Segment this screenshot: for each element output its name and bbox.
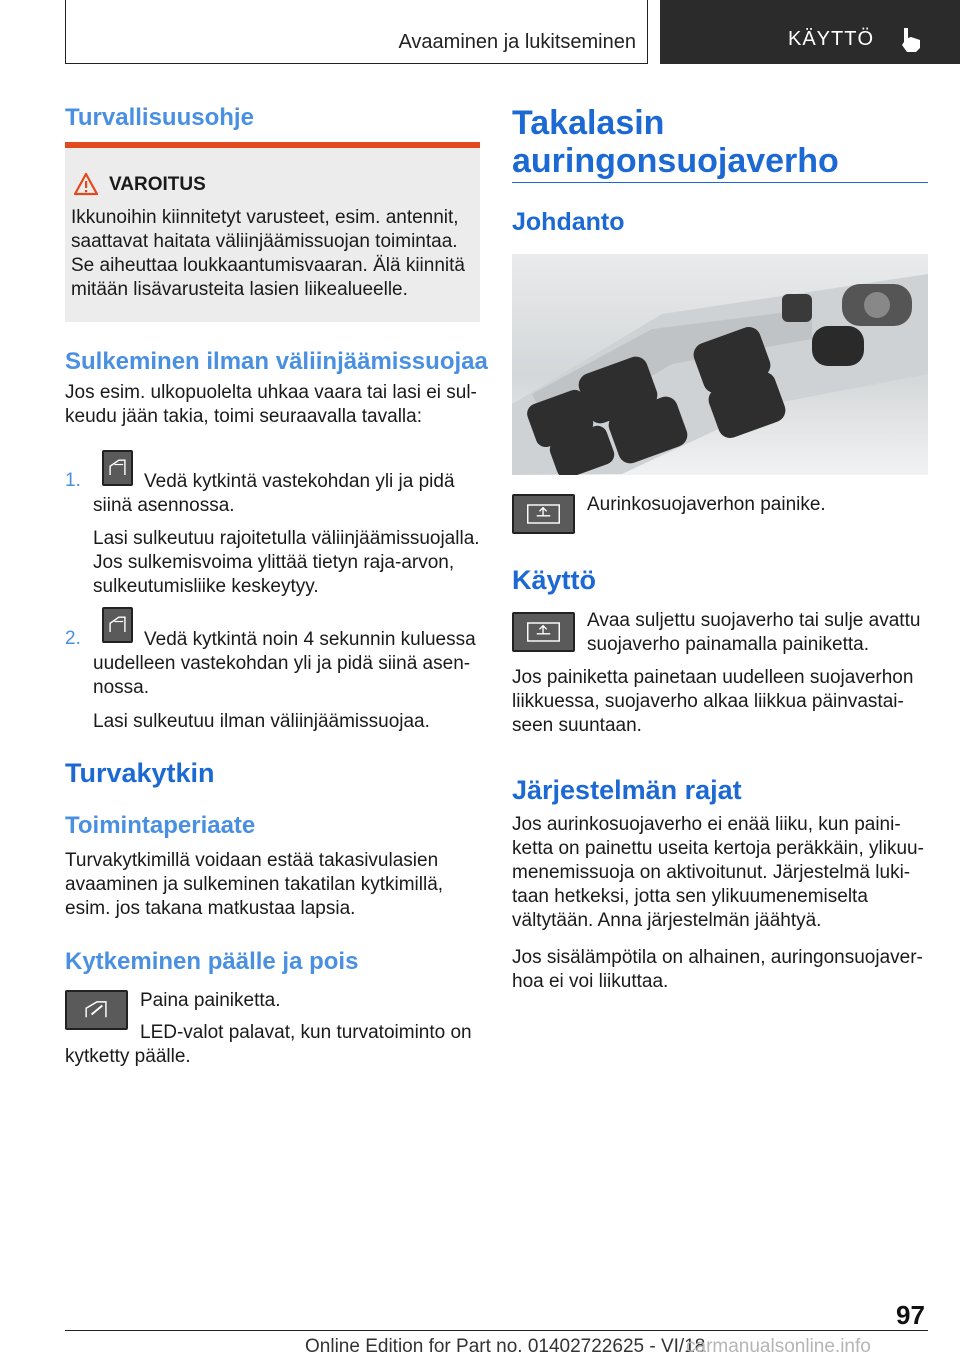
step-1-result: [93, 527, 480, 599]
limits-line: Jos sisälämpötila on alhainen, auringonsuojaver-: [512, 947, 923, 968]
closing-intro-line: keudu jään takia, toimi seuraavalla tavalla:: [65, 406, 422, 427]
principle-heading: Toimintaperiaate: [65, 812, 256, 839]
principle-text: [65, 849, 443, 921]
closing-intro: [65, 381, 480, 429]
header-title: Avaaminen ja lukitseminen: [398, 31, 636, 53]
child-lock-switch-icon: [65, 990, 128, 1030]
onoff-heading: Kytkeminen päälle ja pois: [65, 948, 359, 975]
limits-line: Jos aurinkosuojaverho ei enää liiku, kun paini-: [512, 814, 901, 835]
principle-line: avaaminen ja sulkeminen takatilan kytkimillä,: [65, 874, 444, 895]
title-divider: [512, 182, 928, 183]
warning-line: Se aiheuttaa loukkaantumisvaaran. Älä kiinnitä: [71, 255, 465, 276]
step-1-line2: siinä asennossa.: [93, 495, 235, 516]
use-text-line: Jos painiketta painetaan uudelleen suojaverhon: [512, 667, 914, 688]
warning-text: [71, 206, 471, 302]
onoff-line1: Paina painiketta.: [140, 990, 281, 1011]
use-line2: suojaverho painamalla painiketta.: [587, 634, 870, 655]
warning-line: mitään lisävarusteita lasien liikealueelle.: [71, 279, 408, 300]
principle-line: esim. jos takana matkustaa lapsia.: [65, 898, 356, 919]
use-text-line: seen suuntaan.: [512, 715, 642, 736]
safety-heading: Turvallisuusohje: [65, 104, 254, 131]
closing-intro-line: Jos esim. ulkopuolelta uhkaa vaara tai lasi ei sul-: [65, 382, 477, 403]
step-2-line3: nossa.: [93, 677, 149, 698]
warning-triangle-icon: [73, 172, 99, 196]
intro-heading: Johdanto: [512, 208, 625, 236]
header-title-box: [65, 0, 648, 64]
pointing-hand-icon: [898, 26, 924, 54]
button-caption: Aurinkosuojaverhon painike.: [587, 494, 826, 515]
use-text-line: liikkuessa, suojaverho alkaa liikkua päinvastai-: [512, 691, 904, 712]
step-1-number: 1.: [65, 470, 81, 491]
limits-line: vältytään. Anna järjestelmän jäähtyä.: [512, 910, 822, 931]
step-2-line2: uudelleen vastekohdan yli ja pidä siinä asen-: [93, 653, 471, 674]
sunblind-title: [512, 104, 839, 180]
window-switch-icon: [102, 607, 133, 643]
limits-line: ketta on painettu useita kertoja peräkkäin, ylikuu-: [512, 838, 924, 859]
step-1-result-line: Jos sulkemisvoima ylittää tietyn raja-arvon,: [93, 552, 455, 573]
footer-watermark: carmanualsonline.info: [686, 1336, 871, 1357]
safety-switch-heading: Turvakytkin: [65, 758, 215, 788]
use-heading: Käyttö: [512, 565, 597, 595]
limits-text: [512, 813, 924, 933]
use-line1: Avaa suljettu suojaverho tai sulje avattu: [587, 610, 921, 631]
header-section-tab: [660, 0, 960, 64]
footer-edition: Online Edition for Part no. 01402722625 - VI/18: [305, 1336, 706, 1357]
step-2-result: Lasi sulkeutuu ilman väliinjäämissuojaa.: [93, 711, 430, 732]
footer-divider: [65, 1330, 928, 1331]
step-1-result-line: sulkeutumisliike keskeytyy.: [93, 576, 319, 597]
page-number: 97: [896, 1300, 925, 1330]
sunblind-button-icon: [512, 612, 575, 652]
onoff-line2: LED-valot palavat, kun turvatoiminto on: [140, 1022, 472, 1043]
window-switch-icon: [102, 450, 133, 486]
use-text: [512, 666, 913, 738]
principle-line: Turvakytkimillä voidaan estää takasivulasien: [65, 850, 439, 871]
limits-line: taan hetkeksi, jotta sen ylikuumenemiselta: [512, 886, 868, 907]
warning-line: saattavat haitata väliinjäämissuojan toimintaa.: [71, 231, 458, 252]
sunblind-title-line: auringonsuojaverho: [512, 142, 839, 180]
limits-text-2: [512, 946, 923, 994]
step-2-line1: Vedä kytkintä noin 4 sekunnin kuluessa: [144, 629, 476, 650]
step-1-result-line: Lasi sulkeutuu rajoitetulla väliinjäämissuojalla.: [93, 528, 480, 549]
onoff-line3: kytketty päälle.: [65, 1046, 191, 1067]
step-1-line1: Vedä kytkintä vastekohdan yli ja pidä: [144, 471, 455, 492]
sunblind-button-icon: [512, 494, 575, 534]
limits-line: hoa ei voi liikuttaa.: [512, 971, 669, 992]
closing-heading: Sulkeminen ilman väliinjäämissuojaa: [65, 348, 488, 375]
limits-line: menemissuoja on aktivoitunut. Järjestelmä luki-: [512, 862, 911, 883]
warning-title: VAROITUS: [109, 174, 206, 195]
sunblind-title-line: Takalasin: [512, 104, 665, 142]
warning-line: Ikkunoihin kiinnitetyt varusteet, esim. antennit,: [71, 207, 459, 228]
header-section-label: KÄYTTÖ: [788, 28, 875, 50]
step-2-number: 2.: [65, 628, 81, 649]
warning-box: [65, 142, 480, 322]
door-window-switch-panel-photo: [512, 254, 928, 475]
limits-heading: Järjestelmän rajat: [512, 775, 742, 805]
